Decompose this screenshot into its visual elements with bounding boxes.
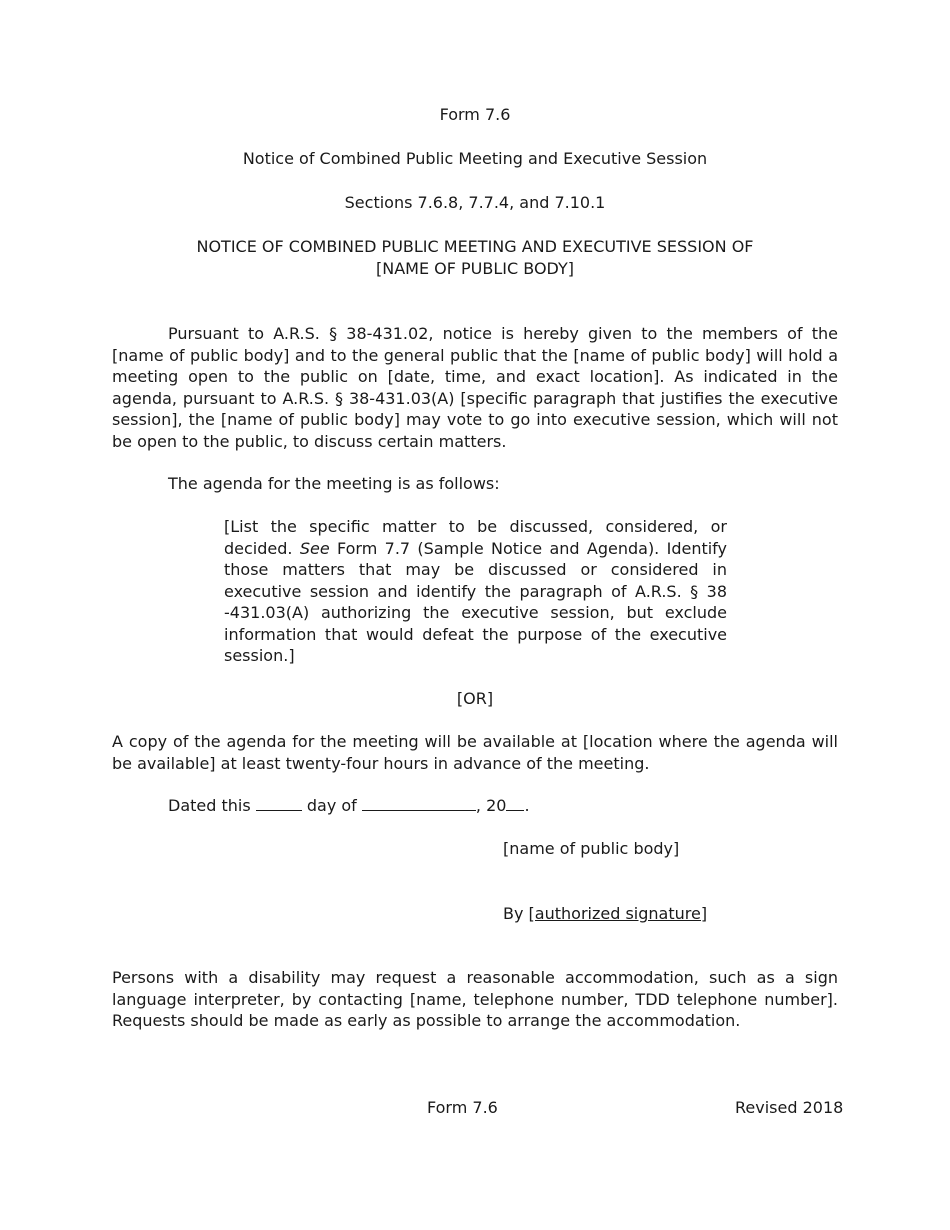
authorized-signature: [authorized signature] — [528, 904, 708, 923]
agenda-instructions — [224, 516, 727, 667]
footer-revised: Revised 2018 — [735, 1098, 844, 1117]
notice-paragraph: Pursuant to A.R.S. § 38-431.02, notice is hereby given to the members of the [name of public body] and to the general public that the [name of public body] will hold a meeting open to the public on [date, time, and exact location]. As indicated in the agenda, pursuant to A.R.S. § 38-431.03(A) [specific paragraph that justifies the executive session], the [name of public body] may vote to go into executive session, which will not be open to the public, to discuss certain matters. — [112, 324, 838, 451]
dated-prefix: Dated this — [168, 796, 251, 815]
year-blank[interactable] — [506, 795, 524, 811]
signature-body-name: [name of public body] — [503, 839, 680, 858]
dated-year-prefix: , 20 — [475, 796, 507, 815]
dated-end: . — [524, 796, 530, 815]
disability-notice: Persons with a disability may request a reasonable accommodation, such as a sign language interpreter, by contacting [name, telephone number, TDD telephone number]. Requests should be made as early as possible to arrange the accommodation. — [112, 968, 838, 1030]
agenda-instructions-part1: [List the specific matter to be discussed, considered, or decided. — [224, 517, 727, 558]
dated-line — [168, 795, 530, 817]
agenda-intro: The agenda for the meeting is as follows: — [168, 474, 500, 493]
sections-reference: Sections 7.6.8, 7.7.4, and 7.10.1 — [344, 193, 606, 212]
agenda-availability-paragraph: A copy of the agenda for the meeting will be available at [location where the agenda will be available] at least twenty-four hours in advance of the meeting. — [112, 732, 838, 773]
agenda-instructions-see: See — [299, 538, 330, 558]
signature-by: By — [503, 904, 524, 923]
dated-day-of: day of — [306, 796, 357, 815]
form-number: Form 7.6 — [439, 105, 511, 124]
signature-line — [503, 903, 707, 925]
footer-form-number: Form 7.6 — [427, 1098, 498, 1117]
agenda-instructions-part2: Form 7.7 (Sample Notice and Agenda). Identify those matters that may be discussed or considered in executive session and identify the paragraph of A.R.S. § 38 -431.03(A) authorizing the executive session, but exclude information that would defeat the purpose of the executive session.] — [224, 538, 727, 665]
month-blank[interactable] — [362, 795, 476, 811]
or-separator: [OR] — [456, 689, 494, 708]
day-blank[interactable] — [256, 795, 302, 811]
notice-heading-line1: NOTICE OF COMBINED PUBLIC MEETING AND EXECUTIVE SESSION OF — [196, 237, 754, 256]
form-subtitle: Notice of Combined Public Meeting and Executive Session — [242, 149, 708, 168]
notice-heading-line2: [NAME OF PUBLIC BODY] — [375, 259, 574, 278]
notice-heading — [112, 236, 838, 280]
